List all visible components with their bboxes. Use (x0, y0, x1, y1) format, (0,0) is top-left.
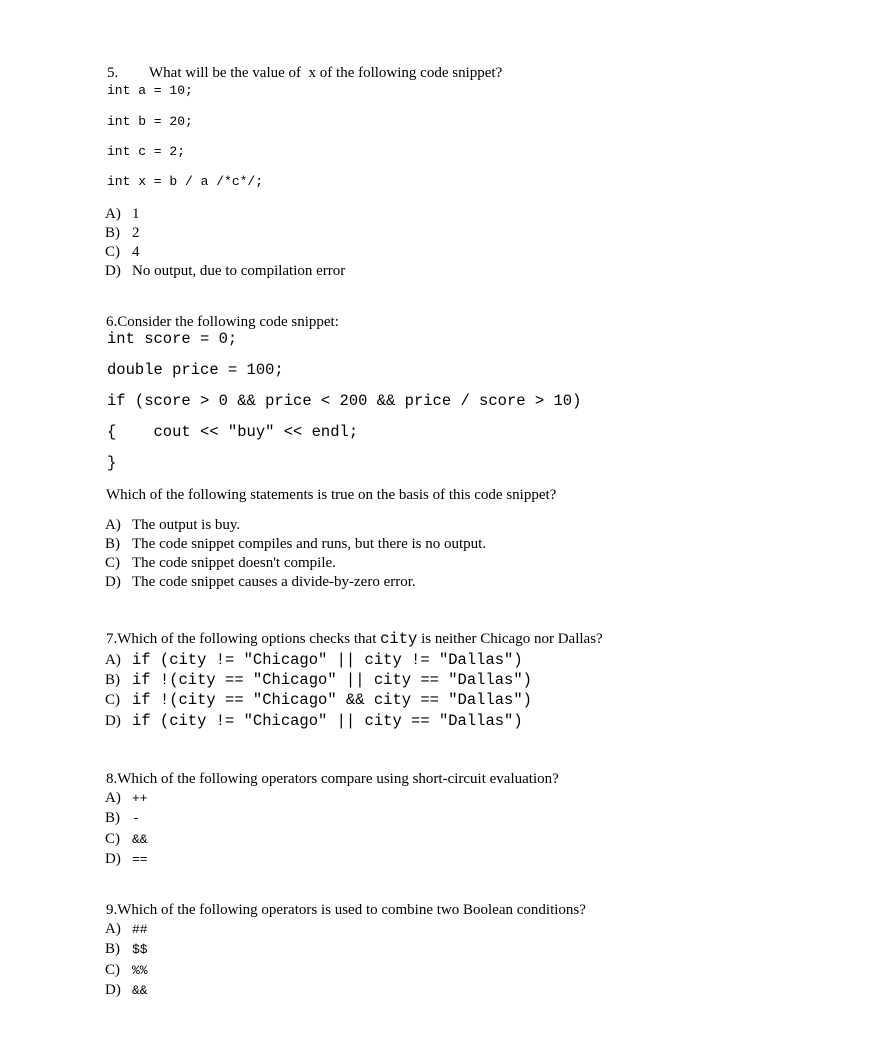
q5-option-d: D) No output, due to compilation error (105, 263, 346, 279)
q7-prompt: 7.Which of the following options checks that city is neither Chicago nor Dallas? (106, 630, 603, 648)
q8-option-d: D) == (105, 851, 148, 867)
q9-option-b: B) $$ (105, 941, 148, 957)
q5-code-line-1: int a = 10; (107, 83, 193, 98)
q6-prompt: 6.Consider the following code snippet: (106, 314, 339, 330)
q9-prompt: 9.Which of the following operators is used to combine two Boolean conditions? (106, 902, 586, 918)
q5-prompt (107, 66, 502, 81)
q6-option-c: C) The code snippet doesn't compile. (105, 555, 336, 571)
q5-prompt-text: What will be the value of x of the following code snippet? (149, 65, 503, 81)
q7-option-b: B) if !(city == "Chicago" || city == "Dallas") (105, 671, 532, 689)
q6-code-line-3: if (score > 0 && price < 200 && price / score > 10) (107, 392, 582, 410)
q6-code-line-5: } (107, 454, 117, 472)
q5-code-line-2: int b = 20; (107, 114, 193, 129)
q5-code-line-4: int x = b / a /*c*/; (107, 174, 264, 189)
q6-code-line-4: { cout << "buy" << endl; (107, 423, 359, 441)
q6-question: Which of the following statements is true on the basis of this code snippet? (106, 487, 557, 503)
q9-option-a: A) ## (105, 921, 148, 937)
q5-option-c: C) 4 (105, 244, 140, 260)
q5-number: 5. (107, 65, 119, 81)
q7-option-c: C) if !(city == "Chicago" && city == "Dallas") (105, 691, 532, 709)
q7-option-a: A) if (city != "Chicago" || city != "Dallas") (105, 651, 523, 669)
q9-option-d: D) && (105, 982, 148, 998)
q6-option-d: D) The code snippet causes a divide-by-zero error. (105, 574, 416, 590)
q6-code-line-2: double price = 100; (107, 361, 284, 379)
q5-option-a: A) 1 (105, 206, 140, 222)
q5-option-b: B) 2 (105, 225, 140, 241)
q5-code-line-3: int c = 2; (107, 144, 186, 159)
q6-option-a: A) The output is buy. (105, 517, 241, 533)
q8-prompt: 8.Which of the following operators compare using short-circuit evaluation? (106, 771, 559, 787)
q8-option-a: A) ++ (105, 790, 148, 806)
q7-option-d: D) if (city != "Chicago" || city == "Dallas") (105, 712, 523, 730)
q9-option-c: C) %% (105, 962, 148, 978)
q7-prompt-code: city (380, 630, 418, 648)
q6-option-b: B) The code snippet compiles and runs, but there is no output. (105, 536, 487, 552)
q8-option-c: C) && (105, 831, 148, 847)
q8-option-b: B) - (105, 810, 140, 826)
q6-code-line-1: int score = 0; (107, 330, 238, 348)
